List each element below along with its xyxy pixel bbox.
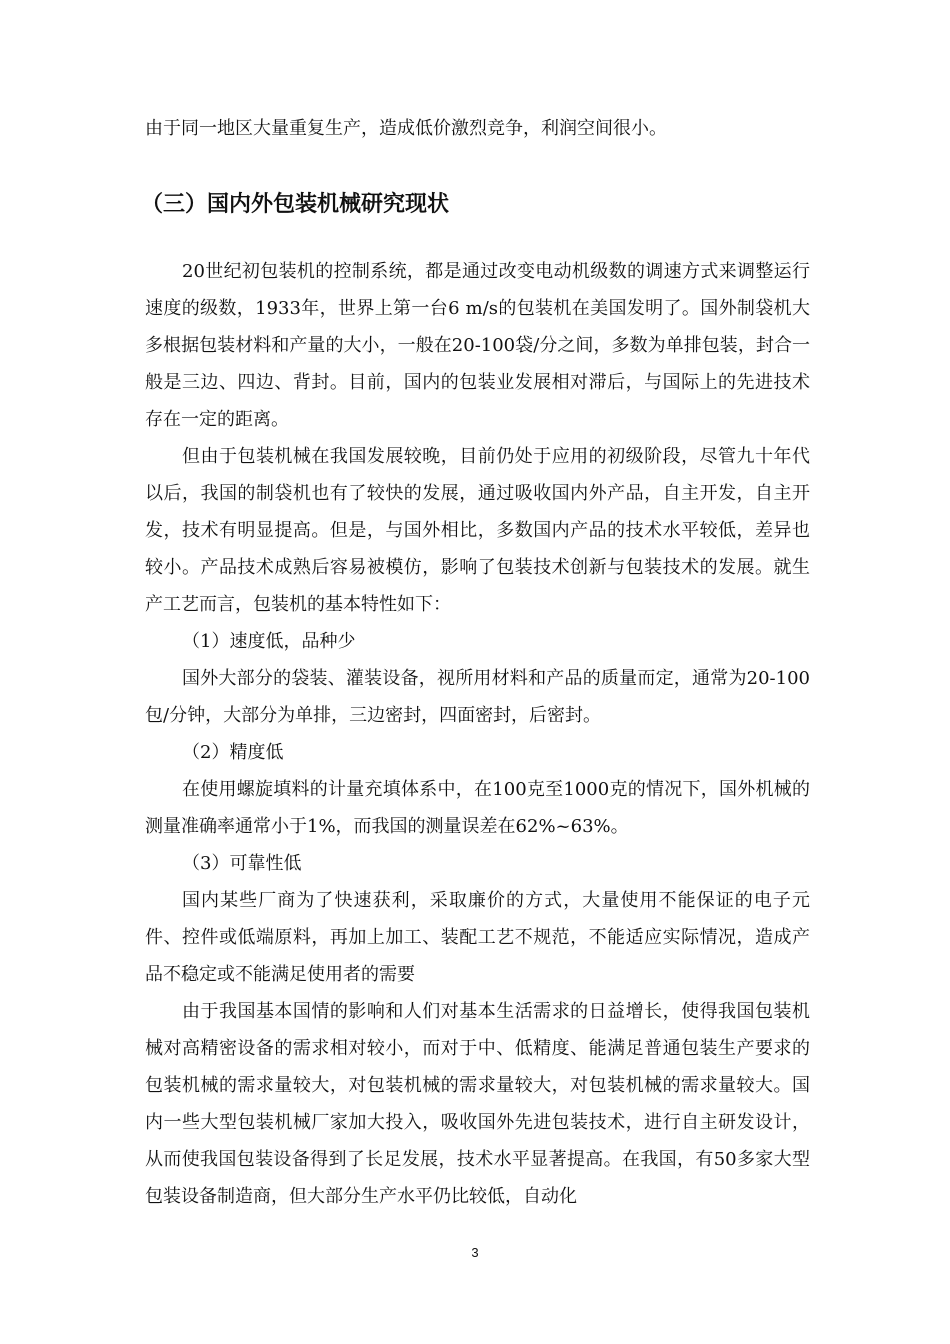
section-heading: （三）国内外包装机械研究现状 [141, 192, 450, 217]
paragraph-domestic-status: 但由于包装机械在我国发展较晚，目前仍处于应用的初级阶段，尽管九十年代以后，我国的制袋机也有了较快的发展，通过吸收国内外产品，自主开发，自主开发，技术有明显提高。但是，与国外相比，多数国内产品的技术水平较低，差异也较小。产品技术成熟后容易被模仿，影响了包装技术创新与包装技术的发展。就生产工艺而言，包装机的基本特性如下： [145, 446, 810, 615]
paragraph-market-demand: 由于我国基本国情的影响和人们对基本生活需求的日益增长，使得我国包装机械对高精密设备的需求相对较小，而对于中、低精度、能满足普通包装生产要求的包装机械的需求量较大，对包装机械的需求量较大，对包装机械的需求量较大。国内一些大型包装机械厂家加大投入，吸收国外先进包装技术，进行自主研发设计，从而使我国包装设备得到了长足发展，技术水平显著提高。在我国，有50多家大型包装设备制造商，但大部分生产水平仍比较低，自动化 [145, 1001, 810, 1207]
spacer [145, 223, 810, 253]
paragraph-history: 20世纪初包装机的控制系统，都是通过改变电动机级数的调速方式来调整运行速度的级数，1933年，世界上第一台6 m/s的包装机在美国发明了。国外制袋机大多根据包装材料和产量的大小，一般在20-100袋/分之间，多数为单排包装，封合一般是三边、四边、背封。目前，国内的包装业发展相对滞后，与国际上的先进技术存在一定的距离。 [145, 261, 810, 430]
document-body [141, 110, 810, 1215]
list-item-precision: （2）精度低 [182, 742, 284, 763]
list-item-reliability: （3）可靠性低 [182, 853, 302, 874]
page-number: 3 [471, 1245, 479, 1260]
paragraph-precision: 在使用螺旋填料的计量充填体系中，在100克至1000克的情况下，国外机械的测量准确率通常小于1%，而我国的测量误差在62%~63%。 [145, 779, 810, 837]
paragraph-speed: 国外大部分的袋装、灌装设备，视所用材料和产品的质量而定，通常为20-100包/分钟，大部分为单排，三边密封，四面密封，后密封。 [145, 668, 810, 726]
list-item-speed: （1）速度低，品种少 [182, 631, 356, 652]
continuation-paragraph: 由于同一地区大量重复生产，造成低价激烈竞争，利润空间很小。 [145, 118, 667, 139]
paragraph-reliability: 国内某些厂商为了快速获利，采取廉价的方式，大量使用不能保证的电子元件、控件或低端原料，再加上加工、装配工艺不规范，不能适应实际情况，造成产品不稳定或不能满足使用者的需要 [145, 890, 810, 985]
spacer [145, 147, 810, 186]
